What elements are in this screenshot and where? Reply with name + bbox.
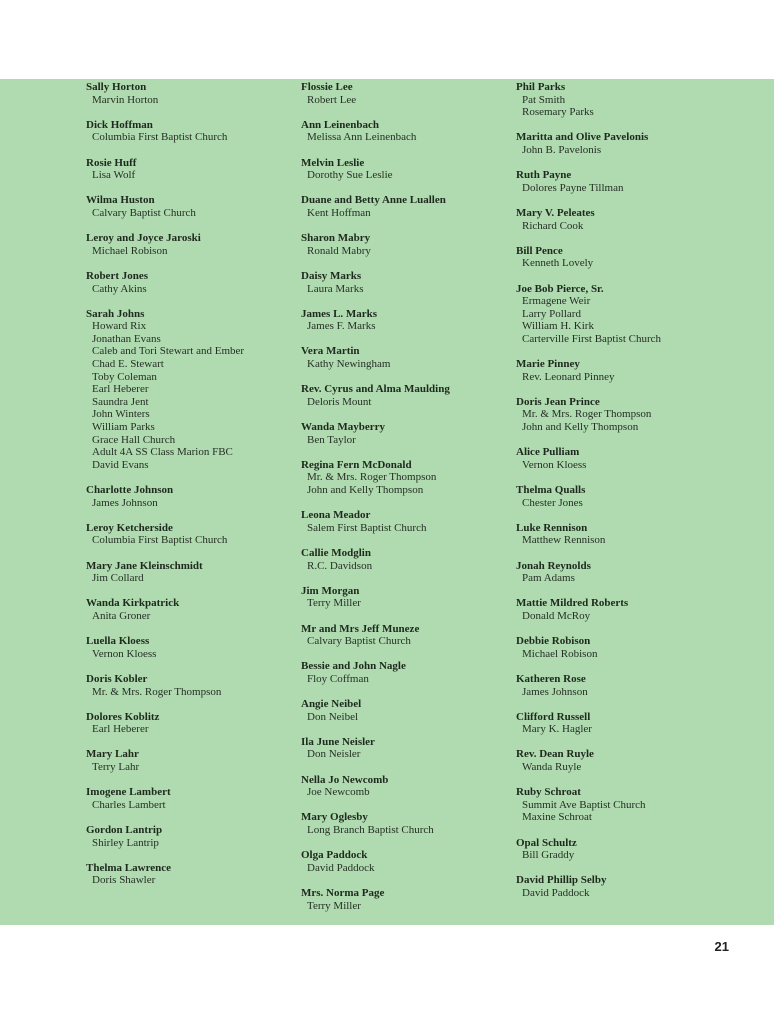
donor-name: Pat Smith	[522, 93, 566, 106]
donor-name: Jim Collard	[92, 572, 144, 585]
list-item	[516, 748, 728, 773]
donor-name: David Paddock	[522, 887, 590, 899]
honoree-name: Gordon Lantrip	[86, 824, 163, 837]
donor-name: Columbia First Baptist Church	[92, 131, 228, 144]
list-item	[301, 736, 513, 761]
honoree-name: Leroy and Joyce Jaroski	[86, 232, 201, 245]
donor-name: Carterville First Baptist Church	[522, 332, 662, 345]
donor-name: Kenneth Lovely	[522, 257, 594, 270]
donor-name: Shirley Lantrip	[92, 836, 159, 849]
list-item	[301, 585, 513, 610]
donor-name: Howard Rix	[92, 320, 147, 333]
donor-name: Michael Robison	[522, 647, 598, 660]
honoree-name: Ann Leinenbach	[301, 118, 379, 131]
honoree-name: Alice Pulliam	[516, 446, 580, 459]
honoree-name: David Phillip Selby	[516, 874, 607, 887]
list-item	[86, 81, 298, 106]
honoree-name: Daisy Marks	[301, 269, 362, 282]
list-item	[86, 308, 298, 472]
list-item	[516, 711, 728, 736]
list-item	[86, 270, 298, 295]
donor-name: Dorothy Sue Leslie	[307, 169, 393, 182]
donor-name: Salem First Baptist Church	[307, 521, 427, 534]
honoree-name: Wilma Huston	[86, 194, 155, 207]
list-item	[86, 522, 298, 547]
donor-name: Pam Adams	[522, 572, 575, 585]
honoree-name: Wanda Mayberry	[301, 421, 386, 434]
list-item	[86, 232, 298, 257]
list-item	[301, 774, 513, 799]
honoree-name: Sarah Johns	[86, 307, 145, 320]
donor-name: Donald McRoy	[522, 609, 591, 622]
honoree-name: Sharon Mabry	[301, 232, 371, 245]
donor-name: Ben Taylor	[307, 433, 356, 446]
donor-name: David Paddock	[307, 861, 375, 874]
donor-name: Mr. & Mrs. Roger Thompson	[92, 685, 222, 698]
list-item	[516, 635, 728, 660]
donor-name: James Johnson	[522, 685, 588, 698]
donor-name: Terry Lahr	[92, 761, 140, 774]
donor-name: Terry Miller	[307, 597, 361, 610]
list-item	[301, 660, 513, 685]
donor-name: Mr. & Mrs. Roger Thompson	[307, 471, 437, 484]
list-item	[301, 308, 513, 333]
honoree-name: Rosie Huff	[86, 156, 137, 169]
donor-name: John Winters	[92, 408, 150, 421]
donor-name: Don Neibel	[307, 710, 359, 723]
donor-name: Joe Newcomb	[307, 786, 370, 799]
honoree-name: Vera Martin	[301, 345, 360, 358]
donor-name: Charles Lambert	[92, 798, 166, 811]
donor-name: John and Kelly Thompson	[522, 421, 639, 434]
honoree-name: Jonah Reynolds	[516, 559, 591, 572]
honoree-name: Doris Kobler	[86, 672, 148, 685]
list-item	[86, 711, 298, 736]
honoree-name: Flossie Lee	[301, 81, 353, 93]
list-item	[301, 509, 513, 534]
honoree-name: Mary V. Peleates	[516, 206, 595, 219]
honoree-name: Maritta and Olive Pavelonis	[516, 131, 649, 144]
honoree-name: Mary Lahr	[86, 748, 139, 761]
list-item	[86, 194, 298, 219]
donor-name: Kathy Newingham	[307, 358, 391, 371]
column-1	[86, 81, 298, 900]
honoree-name: Leroy Ketcherside	[86, 521, 173, 534]
donor-name: Don Neisler	[307, 748, 361, 761]
honoree-name: Jim Morgan	[301, 584, 360, 597]
honoree-name: Mr and Mrs Jeff Muneze	[301, 622, 420, 635]
list-item	[301, 383, 513, 408]
donor-name: Long Branch Baptist Church	[307, 824, 434, 837]
list-item	[301, 421, 513, 446]
list-item	[301, 623, 513, 648]
donor-name: Mr. & Mrs. Roger Thompson	[522, 408, 652, 421]
honoree-name: Ruby Schroat	[516, 786, 581, 799]
list-item	[301, 698, 513, 723]
donor-name: William Parks	[92, 421, 155, 434]
list-item	[86, 786, 298, 811]
honoree-name: Charlotte Johnson	[86, 484, 174, 496]
column-2	[301, 81, 513, 925]
honoree-name: Katheren Rose	[516, 672, 586, 685]
column-3	[516, 81, 728, 912]
honoree-name: Ruth Payne	[516, 169, 572, 182]
honoree-name: Dolores Koblitz	[86, 710, 160, 723]
list-item	[301, 547, 513, 572]
donor-name: Rosemary Parks	[522, 106, 594, 119]
donor-name: Cathy Akins	[92, 282, 147, 295]
list-item	[86, 748, 298, 773]
honoree-name: Rev. Cyrus and Alma Maulding	[301, 383, 450, 396]
donor-name: Wanda Ruyle	[522, 761, 582, 774]
donor-name: John B. Pavelonis	[522, 143, 602, 156]
list-item	[301, 849, 513, 874]
honoree-name: Nella Jo Newcomb	[301, 773, 389, 786]
donor-name: Floy Coffman	[307, 672, 369, 685]
list-item	[301, 232, 513, 257]
honoree-name: Thelma Qualls	[516, 484, 586, 496]
donor-name: Larry Pollard	[522, 307, 581, 320]
donor-name: Anita Groner	[92, 609, 151, 622]
donor-name: Bill Graddy	[522, 849, 575, 862]
list-item	[301, 345, 513, 370]
page-number: 21	[714, 939, 729, 954]
list-item	[86, 862, 298, 887]
honoree-name: Marie Pinney	[516, 358, 580, 371]
honoree-name: Regina Fern McDonald	[301, 458, 412, 471]
list-item	[86, 484, 298, 509]
list-item	[516, 131, 728, 156]
honoree-name: Leona Meador	[301, 509, 371, 522]
donor-name: Jonathan Evans	[92, 332, 161, 345]
honoree-name: Opal Schultz	[516, 836, 577, 849]
donor-name: Calvary Baptist Church	[307, 635, 411, 648]
list-item	[516, 484, 728, 509]
donor-name: Doris Shawler	[92, 874, 156, 887]
list-item	[516, 874, 728, 899]
honoree-name: Mary Oglesby	[301, 811, 368, 824]
donor-name: Chester Jones	[522, 496, 583, 509]
list-item	[516, 837, 728, 862]
honoree-name: Duane and Betty Anne Luallen	[301, 194, 446, 207]
honoree-name: Sally Horton	[86, 81, 147, 93]
honoree-name: Doris Jean Prince	[516, 395, 600, 408]
honoree-name: James L. Marks	[301, 307, 378, 320]
donor-name: David Evans	[92, 458, 149, 471]
donor-name: Vernon Kloess	[92, 647, 157, 660]
donor-name: Richard Cook	[522, 219, 584, 232]
list-item	[86, 157, 298, 182]
list-item	[516, 786, 728, 824]
donor-name: James F. Marks	[307, 320, 376, 333]
honoree-name: Imogene Lambert	[86, 786, 171, 799]
donor-name: Matthew Rennison	[522, 534, 606, 547]
donor-name: Ronald Mabry	[307, 244, 371, 257]
donor-name: Kent Hoffman	[307, 206, 371, 219]
list-item	[301, 81, 513, 106]
donor-name: Mary K. Hagler	[522, 723, 592, 736]
list-item	[301, 459, 513, 497]
donor-name: William H. Kirk	[522, 320, 594, 333]
list-item	[516, 396, 728, 434]
honoree-name: Wanda Kirkpatrick	[86, 597, 180, 610]
list-item	[516, 245, 728, 270]
honoree-name: Bill Pence	[516, 244, 563, 257]
honoree-name: Angie Neibel	[301, 698, 362, 711]
donor-name: Deloris Mount	[307, 395, 372, 408]
donor-name: Adult 4A SS Class Marion FBC	[92, 446, 233, 459]
donor-name: Grace Hall Church	[92, 433, 176, 446]
list-item	[516, 446, 728, 471]
list-item	[86, 597, 298, 622]
honoree-name: Ila June Neisler	[301, 735, 375, 748]
list-item	[86, 560, 298, 585]
donor-name: Summit Ave Baptist Church	[522, 798, 646, 811]
donor-name: Dolores Payne Tillman	[522, 181, 624, 194]
list-item	[516, 597, 728, 622]
donor-name: Rev. Leonard Pinney	[522, 370, 615, 383]
donor-name: Laura Marks	[307, 282, 364, 295]
donor-name: Maxine Schroat	[522, 811, 592, 824]
donor-name: Calvary Baptist Church	[92, 206, 196, 219]
honoree-name: Melvin Leslie	[301, 156, 365, 169]
list-item	[86, 673, 298, 698]
list-item	[516, 522, 728, 547]
donor-name: Earl Heberer	[92, 383, 149, 396]
list-item	[516, 283, 728, 346]
list-item	[301, 270, 513, 295]
donor-name: Terry Miller	[307, 899, 361, 912]
list-item	[301, 811, 513, 836]
honoree-name: Mrs. Norma Page	[301, 887, 385, 899]
list-item	[301, 887, 513, 912]
list-item	[86, 635, 298, 660]
list-item	[301, 119, 513, 144]
donor-name: James Johnson	[92, 496, 158, 509]
honoree-name: Debbie Robison	[516, 635, 591, 648]
donor-name: Michael Robison	[92, 244, 168, 257]
list-item	[516, 169, 728, 194]
list-item	[301, 157, 513, 182]
donor-name: Saundra Jent	[92, 395, 149, 408]
donor-name: Melissa Ann Leinenbach	[307, 131, 417, 144]
donor-name: Lisa Wolf	[92, 169, 136, 182]
donor-name: R.C. Davidson	[307, 559, 373, 572]
donor-name: John and Kelly Thompson	[307, 484, 424, 496]
list-item	[516, 560, 728, 585]
list-item	[516, 81, 728, 119]
list-item	[86, 119, 298, 144]
donor-name: Vernon Kloess	[522, 458, 587, 471]
donor-name: Caleb and Tori Stewart and Ember	[92, 345, 245, 358]
list-item	[86, 824, 298, 849]
list-item	[516, 673, 728, 698]
donor-name: Toby Coleman	[92, 370, 157, 383]
honoree-name: Dick Hoffman	[86, 118, 153, 131]
honoree-name: Phil Parks	[516, 81, 566, 93]
list-item	[301, 194, 513, 219]
honoree-name: Clifford Russell	[516, 710, 591, 723]
honoree-name: Rev. Dean Ruyle	[516, 748, 594, 761]
donor-name: Columbia First Baptist Church	[92, 534, 228, 547]
donor-name: Robert Lee	[307, 93, 357, 106]
honoree-name: Bessie and John Nagle	[301, 660, 406, 673]
honoree-name: Luella Kloess	[86, 635, 150, 648]
honoree-name: Thelma Lawrence	[86, 861, 172, 874]
honoree-name: Luke Rennison	[516, 521, 588, 534]
honoree-name: Callie Modglin	[301, 546, 371, 559]
donor-name: Earl Heberer	[92, 723, 149, 736]
list-item	[516, 358, 728, 383]
list-item	[516, 207, 728, 232]
honoree-name: Mary Jane Kleinschmidt	[86, 559, 203, 572]
honoree-name: Joe Bob Pierce, Sr.	[516, 282, 604, 295]
donor-name: Chad E. Stewart	[92, 358, 164, 371]
donor-name: Marvin Horton	[92, 93, 159, 106]
honoree-name: Robert Jones	[86, 269, 149, 282]
honoree-name: Olga Paddock	[301, 849, 368, 862]
donor-name: Ermagene Weir	[522, 295, 591, 308]
honoree-name: Mattie Mildred Roberts	[516, 597, 629, 610]
